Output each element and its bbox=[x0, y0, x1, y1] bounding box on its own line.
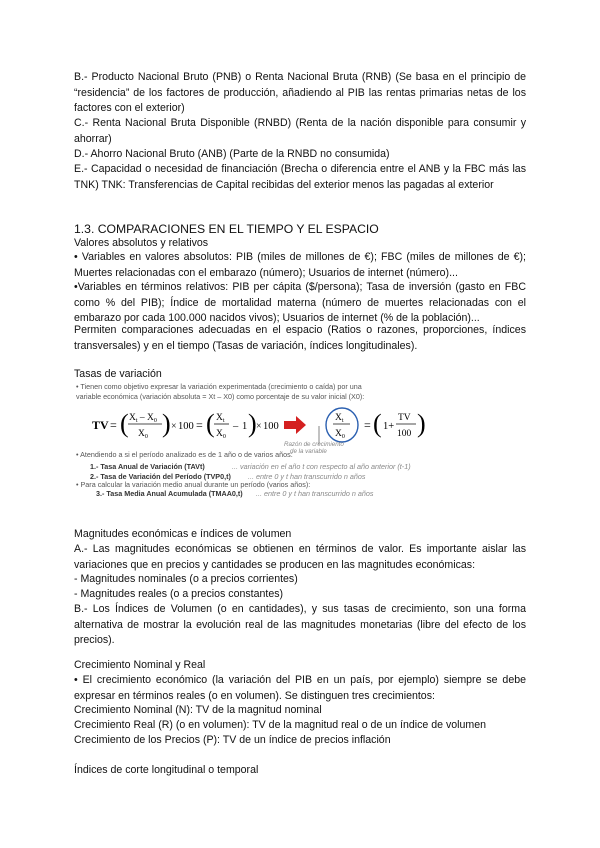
den-2: $X_0$ bbox=[216, 429, 226, 440]
num-1: $X_t - X_0$ bbox=[129, 413, 157, 424]
fig-line-5: 2.- Tasa de Variación del Período (TVP0,t) bbox=[90, 472, 231, 481]
list-item-e: E.- Capacidad o necesidad de financiación (Brecha o diferencia entre el ANB y la FBC más las TNK) TNK: Transferencias de Capital recibidas del exterior menos las pagadas al exterior bbox=[74, 163, 526, 191]
fig-line-4: 1.- Tasa Anual de Variación (TAVt) bbox=[90, 462, 205, 471]
times-1: × bbox=[171, 421, 177, 432]
paren-close-2: ) bbox=[248, 409, 257, 438]
one-1: 1 bbox=[242, 421, 248, 432]
paren-close-3: ) bbox=[417, 409, 426, 438]
times-2: × bbox=[256, 421, 262, 432]
list-item-b: B.- Producto Nacional Bruto (PNB) o Renta Nacional Bruta (RNB) (Se basa en el principio de “residencia” de los factores de producción, añadiendo al PIB las rentas primarias netas de los factores con el exterior) bbox=[74, 71, 526, 114]
subheading-valores: Valores absolutos y relativos bbox=[74, 237, 209, 249]
paren-open-1: ( bbox=[120, 409, 129, 438]
crecimiento-precios: Crecimiento de los Precios (P): TV de un índice de precios inflación bbox=[74, 734, 391, 746]
bullet-absolutos: • Variables en valores absolutos: PIB (miles de millones de €); FBC (miles de millones de €); Muertes relacionadas con el embarazo (número); Usuarios de internet (número)... bbox=[74, 251, 526, 279]
list-item-d: D.- Ahorro Nacional Bruto (ANB) (Parte de la RNBD no consumida) bbox=[74, 148, 390, 160]
num-4: TV bbox=[398, 413, 411, 423]
fig-line-7b: ... entre 0 y t han transcurrido n años bbox=[256, 489, 374, 498]
plus-one: 1+ bbox=[383, 421, 395, 432]
fig-line-6: • Para calcular la variación medio anual durante un período (varios años): bbox=[76, 480, 311, 489]
fig-line-3: • Atendiendo a si el período analizado es de 1 año o de varios años: bbox=[76, 450, 293, 459]
fig-line-5b: ... entre 0 y t han transcurrido n años bbox=[248, 472, 366, 481]
fig-line-4b: ... variación en el año t con respecto al año anterior (t-1) bbox=[232, 462, 411, 471]
den-4: 100 bbox=[397, 429, 412, 439]
crecimiento-nominal: Crecimiento Nominal (N): TV de la magnitud nominal bbox=[74, 704, 322, 716]
list-item-c: C.- Renta Nacional Bruta Disponible (RNBD) (Renta de la nación disponible para consumir y ahorrar) bbox=[74, 117, 526, 145]
formula-graphic bbox=[72, 404, 526, 446]
paragraph-comparaciones: Permiten comparaciones adecuadas en el espacio (Ratios o razones, proporciones, índices transversales) y en el tiempo (Tasas de variación, índices longitudinales). bbox=[74, 324, 526, 352]
hundred-1: 100 bbox=[178, 421, 194, 432]
crecimiento-real: Crecimiento Real (R) (o en volumen): TV de la magnitud real o de un índice de volumen bbox=[74, 719, 486, 731]
bullet-relativos: •Variables en términos relativos: PIB per cápita ($/persona); Tasa de inversión (gasto en FBC como % del PIB); Índice de mortalidad materna (número de muertes relacionadas con el embarazo por cada 100.000 nacidos vivos); Usuarios de internet (% de la población)... bbox=[74, 281, 526, 324]
razon-label: Razón de crecimiento bbox=[284, 441, 344, 448]
magnitudes-nominales: - Magnitudes nominales (o a precios corrientes) bbox=[74, 573, 298, 585]
crecimiento-title: Crecimiento Nominal y Real bbox=[74, 659, 206, 671]
minus-1: – bbox=[233, 421, 239, 432]
magnitudes-title: Magnitudes económicas e índices de volumen bbox=[74, 528, 292, 540]
razon-label-2: de la variable bbox=[290, 448, 327, 455]
paren-open-3: ( bbox=[373, 409, 382, 438]
crecimiento-bullet: • El crecimiento económico (la variación del PIB en un país, por ejemplo) siempre se debe expresar en términos reales (o en volumen). Se distinguen tres crecimientos: bbox=[74, 674, 526, 702]
section-heading: 1.3. COMPARACIONES EN EL TIEMPO Y EL ESPACIO bbox=[74, 222, 379, 236]
den-3: $X_0$ bbox=[335, 429, 345, 440]
red-arrow-icon bbox=[284, 416, 306, 434]
num-3: $X_t$ bbox=[335, 413, 344, 424]
formula-equals-1: = bbox=[110, 418, 117, 432]
paren-open-2: ( bbox=[206, 409, 215, 438]
formula-tv: TV bbox=[92, 418, 109, 432]
magnitudes-a: A.- Las magnitudes económicas se obtienen en términos de valor. Es importante aislar las variaciones que en precios y cantidades se producen en las magnitudes económicas: bbox=[74, 543, 526, 571]
formula-equals-3: = bbox=[364, 418, 371, 432]
tasas-figure bbox=[72, 382, 526, 497]
den-1: $X_0$ bbox=[138, 429, 148, 440]
tasas-title: Tasas de variación bbox=[74, 368, 162, 380]
tv-formula bbox=[72, 404, 526, 446]
paren-close-1: ) bbox=[162, 409, 171, 438]
formula-equals-2: = bbox=[196, 418, 203, 432]
fig-line-7: 3.- Tasa Media Anual Acumulada (TMAA0,t) bbox=[96, 489, 243, 498]
fig-line-1: • Tienen como objetivo expresar la variación experimentada (crecimiento o caída) por una bbox=[76, 382, 362, 391]
magnitudes-reales: - Magnitudes reales (o a precios constantes) bbox=[74, 588, 284, 600]
indices-title: Índices de corte longitudinal o temporal bbox=[74, 764, 259, 776]
magnitudes-b: B.- Los Índices de Volumen (o en cantidades), y sus tasas de crecimiento, son una forma alternativa de mostrar la evolución real de las magnitudes monetarias (libre del efecto de los precios). bbox=[74, 603, 526, 646]
hundred-2: 100 bbox=[263, 421, 279, 432]
num-2: $X_t$ bbox=[216, 413, 225, 424]
fig-line-2: variable económica (variación absoluta = Xt – X0) como porcentaje de su valor inicial (X0): bbox=[76, 392, 365, 401]
